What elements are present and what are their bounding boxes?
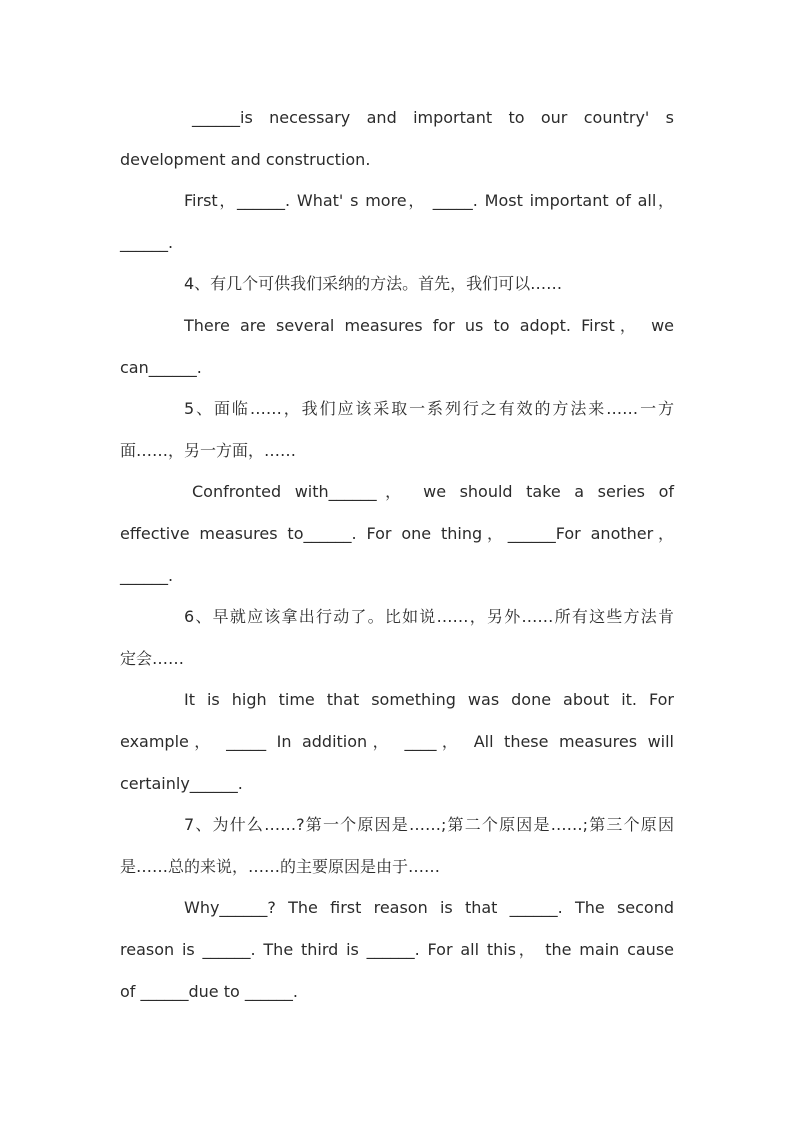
paragraph-line: 定会…… [120,649,185,668]
paragraph-line: example， _____ In addition， ____， All these measures will [120,732,674,751]
paragraph-6 [120,471,674,597]
paragraph-9 [120,804,674,888]
paragraph-line: Confronted with______， we should take a series of [192,482,674,501]
paragraph-7 [120,596,674,680]
paragraph-line: 6、早就应该拿出行动了。比如说……，另外……所有这些方法肯 [184,607,674,626]
paragraph-line: It is high time that something was done about it. For [184,690,674,709]
paragraph-4 [120,305,674,389]
paragraph-line: 面……，另一方面，…… [120,441,297,460]
paragraph-1 [120,97,674,181]
paragraph-2 [120,180,674,264]
paragraph-line: 4、有几个可供我们采纳的方法。首先，我们可以…… [184,274,563,293]
paragraph-line: certainly______. [120,774,243,793]
paragraph-10 [120,887,674,1013]
paragraph-line: 5、面临……，我们应该采取一系列行之有效的方法来……一方 [184,399,674,418]
paragraph-line: ______. [120,233,174,252]
paragraph-5 [120,388,674,472]
paragraph-8 [120,679,674,805]
paragraph-line: development and construction. [120,150,371,169]
paragraph-line: 是……总的来说，……的主要原因是由于…… [120,857,441,876]
paragraph-line: ______is necessary and important to our country' s [192,108,674,127]
paragraph-line: reason is ______. The third is ______. For all this， the main cause [120,940,674,959]
paragraph-line: There are several measures for us to adopt. First， we [184,316,674,335]
paragraph-3 [120,263,674,305]
paragraph-line: Why______? The first reason is that ______. The second [184,898,674,917]
paragraph-line: can______. [120,358,202,377]
paragraph-line: First，______. What' s more， _____. Most important of all， [184,191,674,210]
paragraph-line: effective measures to______. For one thing，______For another， [120,524,674,543]
paragraph-line: 7、为什么……?第一个原因是……;第二个原因是……;第三个原因 [184,815,674,834]
paragraph-line: of ______due to ______. [120,982,298,1001]
paragraph-line: ______. [120,566,174,585]
